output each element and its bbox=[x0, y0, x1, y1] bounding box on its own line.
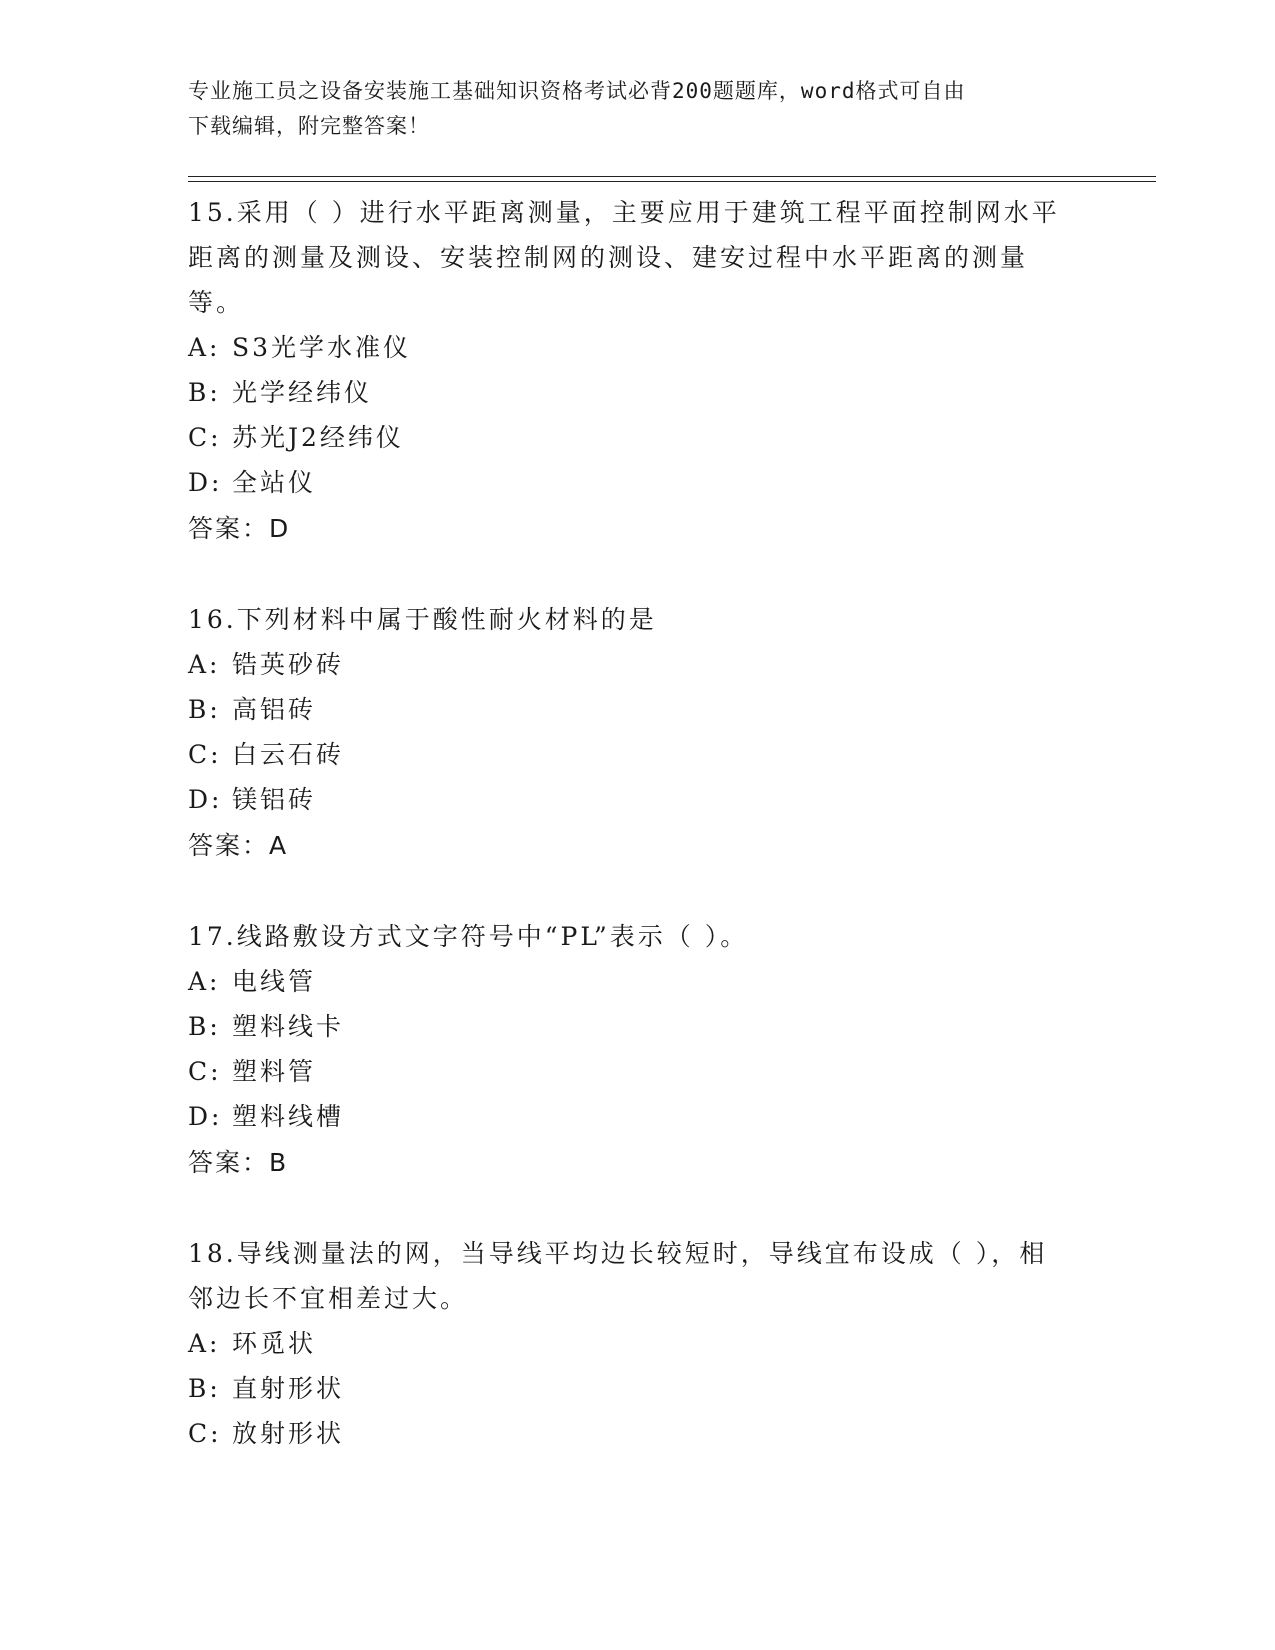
option-text: 光学经纬仪 bbox=[232, 378, 373, 407]
option-text: 塑料线卡 bbox=[232, 1012, 345, 1041]
question-stem: 18.导线测量法的网，当导线平均边长较短时，导线宜布设成（ ），相邻边长不宜相差过大。 bbox=[188, 1239, 1048, 1313]
option-text: 塑料管 bbox=[232, 1057, 317, 1086]
option-key: A: bbox=[188, 1329, 221, 1358]
option-text: 全站仪 bbox=[232, 468, 317, 497]
option-text: 塑料线槽 bbox=[232, 1102, 345, 1131]
answer-line: 答案：B bbox=[188, 1148, 289, 1177]
option-b bbox=[188, 687, 1068, 732]
option-b bbox=[188, 1004, 1068, 1049]
option-key: C: bbox=[188, 423, 222, 452]
option-text: 镁铝砖 bbox=[232, 785, 317, 814]
option-text: 高铝砖 bbox=[232, 695, 317, 724]
option-key: B: bbox=[188, 1012, 221, 1041]
option-text: S3光学水准仪 bbox=[232, 333, 412, 362]
option-text: 放射形状 bbox=[232, 1419, 345, 1448]
question-15 bbox=[188, 190, 1068, 552]
option-c bbox=[188, 1049, 1068, 1094]
answer-line: 答案：D bbox=[188, 514, 291, 543]
option-key: A: bbox=[188, 967, 221, 996]
option-key: A: bbox=[188, 333, 221, 362]
option-b bbox=[188, 370, 1068, 415]
option-key: A: bbox=[188, 650, 221, 679]
option-a bbox=[188, 325, 1068, 370]
option-key: C: bbox=[188, 1057, 222, 1086]
question-list bbox=[188, 190, 1068, 1456]
option-text: 环觅状 bbox=[232, 1329, 317, 1358]
header-divider-top bbox=[188, 176, 1156, 177]
option-key: B: bbox=[188, 1374, 221, 1403]
option-key: D: bbox=[188, 468, 223, 497]
header-divider-bottom bbox=[188, 181, 1156, 182]
option-text: 锆英砂砖 bbox=[232, 650, 345, 679]
option-key: B: bbox=[188, 378, 221, 407]
document-header bbox=[188, 74, 1068, 144]
header-line-2: 下载编辑，附完整答案！ bbox=[188, 114, 430, 138]
question-stem: 15.采用（ ）进行水平距离测量，主要应用于建筑工程平面控制网水平距离的测量及测设、安装控制网的测设、建安过程中水平距离的测量等。 bbox=[188, 198, 1060, 317]
option-c bbox=[188, 1411, 1068, 1456]
option-d bbox=[188, 1094, 1068, 1139]
option-c bbox=[188, 415, 1068, 460]
question-16 bbox=[188, 597, 1068, 869]
option-d bbox=[188, 777, 1068, 822]
option-key: B: bbox=[188, 695, 221, 724]
option-a bbox=[188, 1321, 1068, 1366]
option-text: 白云石砖 bbox=[232, 740, 345, 769]
option-a bbox=[188, 959, 1068, 1004]
question-stem: 16.下列材料中属于酸性耐火材料的是 bbox=[188, 605, 657, 634]
option-key: D: bbox=[188, 1102, 223, 1131]
header-line-1: 专业施工员之设备安装施工基础知识资格考试必背200题题库，word格式可自由 bbox=[188, 79, 966, 103]
option-d bbox=[188, 460, 1068, 505]
option-a bbox=[188, 642, 1068, 687]
option-c bbox=[188, 732, 1068, 777]
question-18 bbox=[188, 1231, 1068, 1456]
option-key: C: bbox=[188, 740, 222, 769]
question-stem: 17.线路敷设方式文字符号中“PL”表示（ ）。 bbox=[188, 922, 749, 951]
option-text: 苏光J2经纬仪 bbox=[232, 423, 404, 452]
option-key: C: bbox=[188, 1419, 222, 1448]
option-text: 电线管 bbox=[232, 967, 317, 996]
option-b bbox=[188, 1366, 1068, 1411]
option-text: 直射形状 bbox=[232, 1374, 345, 1403]
answer-line: 答案：A bbox=[188, 831, 289, 860]
option-key: D: bbox=[188, 785, 223, 814]
question-17 bbox=[188, 914, 1068, 1186]
